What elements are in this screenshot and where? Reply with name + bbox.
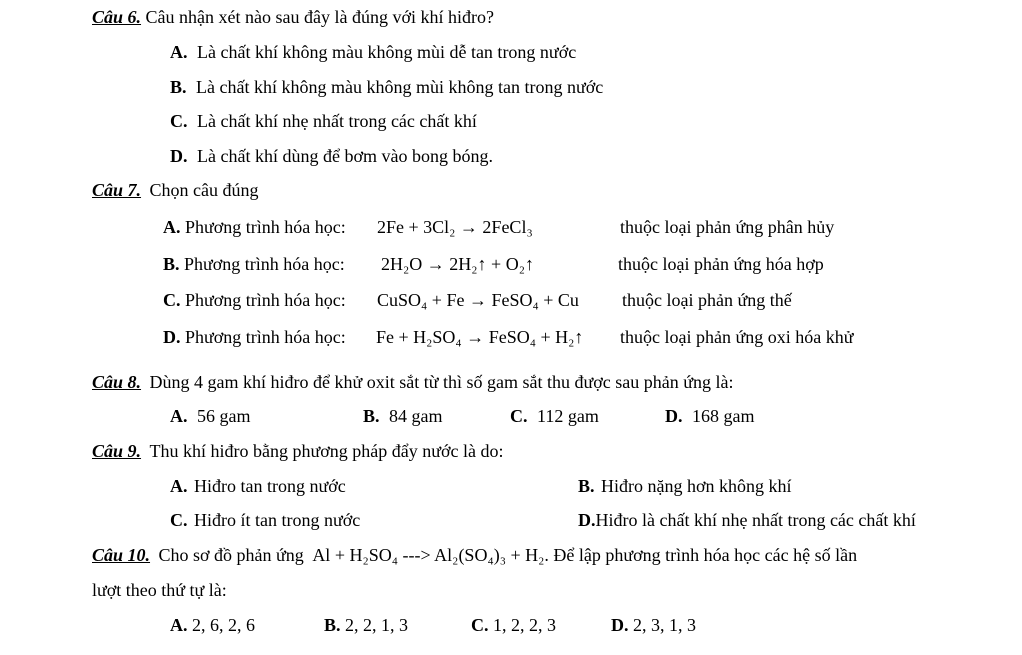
reaction-type: thuộc loại phản ứng hóa hợp — [618, 254, 824, 274]
question-text: Cho sơ đồ phản ứng — [158, 545, 304, 565]
question-text-cont: . Để lập phương trình hóa học các hệ số lần — [544, 545, 858, 565]
equation: CuSO₄ + Fe → FeSO₄ + Cu — [377, 290, 579, 310]
equation: 2Fe + 3Cl₂ → 2FeCl₃ — [377, 217, 533, 237]
option-a: A. Hiđro tan trong nước — [170, 476, 346, 496]
option-a: A. 2, 6, 2, 6 — [170, 615, 255, 635]
option-c: C. Là chất khí nhẹ nhất trong các chất khí — [170, 111, 477, 131]
question-7 — [92, 181, 259, 199]
equation: Fe + H₂SO₄ → FeSO₄ + H₂↑ — [376, 327, 584, 347]
question-text: Thu khí hiđro bằng phương pháp đẩy nước là do: — [149, 441, 504, 461]
question-8 — [92, 373, 734, 391]
equation: Al + H₂SO₄ ---> Al₂(SO₄)₃ + H₂ — [312, 545, 545, 565]
option-d: D.Hiđro là chất khí nhẹ nhất trong các chất khí — [578, 510, 916, 530]
option-d: D. Phương trình hóa học: — [163, 327, 346, 347]
option-c: C. 1, 2, 2, 3 — [471, 615, 556, 635]
option-b: B. 2, 2, 1, 3 — [324, 615, 409, 635]
option-b: B. Hiđro nặng hơn không khí — [578, 476, 792, 496]
question-10 — [92, 546, 857, 564]
reaction-type: thuộc loại phản ứng thế — [622, 290, 792, 310]
option-d: D. 2, 3, 1, 3 — [611, 615, 696, 635]
option-d: D. Là chất khí dùng để bơm vào bong bóng. — [170, 146, 493, 166]
question-9 — [92, 442, 504, 460]
option-d: D. 168 gam — [665, 406, 755, 426]
option-a: A. Phương trình hóa học: — [163, 217, 346, 237]
question-number: Câu 6. — [92, 7, 142, 27]
question-number: Câu 7. — [92, 180, 142, 200]
question-number: Câu 8. — [92, 372, 142, 392]
question-number: Câu 10. — [92, 545, 151, 565]
question-6 — [92, 8, 494, 26]
option-a: A. Là chất khí không màu không mùi dễ tan trong nước — [170, 42, 577, 62]
question-number: Câu 9. — [92, 441, 142, 461]
question-text-line2: lượt theo thứ tự là: — [92, 580, 227, 600]
option-b: B. 84 gam — [363, 406, 443, 426]
option-c: C. 112 gam — [510, 406, 599, 426]
equation: 2H₂O → 2H₂↑ + O₂↑ — [381, 254, 534, 274]
question-text: Câu nhận xét nào sau đây là đúng với khí hiđro? — [145, 7, 494, 27]
question-text: Chọn câu đúng — [149, 180, 259, 200]
option-a: A. 56 gam — [170, 406, 251, 426]
reaction-type: thuộc loại phản ứng oxi hóa khử — [620, 327, 854, 347]
option-c: C. Phương trình hóa học: — [163, 290, 346, 310]
question-text: Dùng 4 gam khí hiđro để khử oxit sắt từ thì số gam sắt thu được sau phản ứng là: — [149, 372, 734, 392]
reaction-type: thuộc loại phản ứng phân hủy — [620, 217, 835, 237]
option-b: B. Là chất khí không màu không mùi không tan trong nước — [170, 77, 604, 97]
option-b: B. Phương trình hóa học: — [163, 254, 345, 274]
option-c: C. Hiđro ít tan trong nước — [170, 510, 361, 530]
